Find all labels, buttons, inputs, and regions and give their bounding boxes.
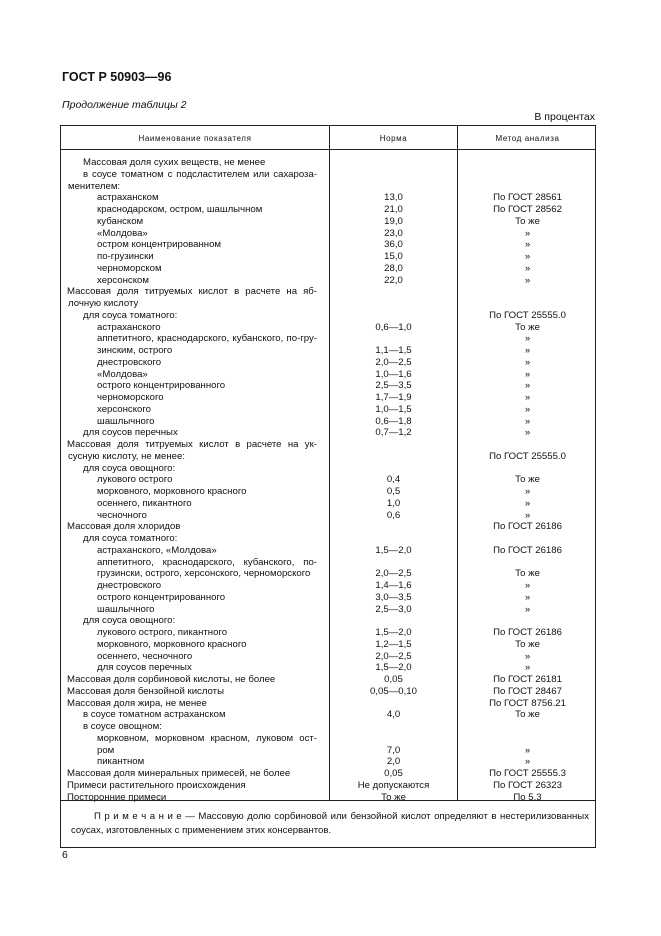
cell-method: По ГОСТ 28562 xyxy=(493,204,562,215)
cell-method: » xyxy=(524,368,531,380)
cell-indicator-text: Массовая доля титруемых кислот в расчете на ук- xyxy=(67,439,317,450)
table-row xyxy=(61,263,597,275)
cell-method: » xyxy=(524,380,531,392)
cell-indicator-text: грузински, острого, херсонского, черноморского xyxy=(97,568,311,580)
cell-indicator-text: Массовая доля титруемых кислот в расчете на яб- xyxy=(67,286,317,298)
cell-indicator-name xyxy=(61,510,327,522)
cell-indicator-name xyxy=(61,592,327,604)
cell-norm: 4,0 xyxy=(386,709,401,721)
cell-method: » xyxy=(524,603,531,615)
table-row xyxy=(61,380,597,392)
note-text-line: П р и м е ч а н и е — Массовую долю сорбиновой или бензойной кислот определяют в нестерилизованных xyxy=(94,811,589,822)
cell-indicator-name xyxy=(61,580,327,592)
cell-indicator-text: Массовая доля сорбиновой кислоты, не более xyxy=(67,674,276,685)
cell-method: » xyxy=(524,345,531,356)
cell-indicator-name xyxy=(61,474,327,486)
cell-norm: 1,0—1,6 xyxy=(375,368,412,380)
cell-indicator-name xyxy=(61,169,327,181)
table-row xyxy=(61,745,597,757)
cell-indicator-name xyxy=(61,181,327,193)
column-header-method: Метод анализа xyxy=(495,134,560,143)
cell-indicator-text: днестровского xyxy=(97,580,162,591)
cell-indicator-name xyxy=(61,345,327,357)
cell-indicator-text: аппетитного, краснодарского, кубанского, по-гру- xyxy=(97,333,317,345)
cell-method: » xyxy=(524,497,531,509)
table-row xyxy=(61,662,597,674)
table-row xyxy=(61,510,597,522)
cell-indicator-text: морковном, морковном красном, луковом ост- xyxy=(97,732,317,744)
cell-indicator-text: Массовая доля жира, не менее xyxy=(67,697,207,709)
cell-indicator-text: херсонского xyxy=(97,403,151,415)
cell-norm: 1,7—1,9 xyxy=(375,392,412,403)
cell-indicator-text: по-грузински xyxy=(97,251,154,262)
cell-indicator-text: острого концентрированного xyxy=(97,591,226,603)
cell-indicator-name xyxy=(61,780,327,792)
cell-indicator-name xyxy=(61,463,327,475)
cell-norm: 2,0—2,5 xyxy=(375,356,412,368)
table-row xyxy=(61,498,597,510)
cell-method: » xyxy=(524,392,531,403)
table-row xyxy=(61,181,597,193)
cell-indicator-text: для соусов перечных xyxy=(97,662,192,674)
cell-norm: 1,1—1,5 xyxy=(375,345,412,356)
cell-indicator-text: «Молдова» xyxy=(97,227,148,239)
cell-indicator-text: для соуса томатного: xyxy=(83,533,178,544)
cell-method: » xyxy=(524,415,531,427)
cell-indicator-text: в соусе овощном: xyxy=(83,721,162,732)
cell-method: » xyxy=(524,509,531,521)
cell-method: По ГОСТ 26186 xyxy=(493,627,562,638)
cell-method: По 5.3 xyxy=(513,791,542,803)
cell-indicator-name xyxy=(61,216,327,228)
cell-norm: 0,4 xyxy=(386,474,401,486)
cell-method: » xyxy=(524,356,531,368)
cell-method: То же xyxy=(515,568,540,580)
cell-method: То же xyxy=(515,321,540,333)
cell-indicator-name xyxy=(61,698,327,710)
cell-norm: 1,5—2,0 xyxy=(375,627,412,638)
table-row xyxy=(61,604,597,616)
cell-indicator-text: Посторонние примеси xyxy=(67,791,167,803)
table-row xyxy=(61,615,597,627)
cell-indicator-name xyxy=(61,263,327,275)
cell-norm: 2,0 xyxy=(386,756,401,768)
table-row xyxy=(61,651,597,663)
cell-norm: 2,5—3,0 xyxy=(375,603,412,615)
cell-norm: 1,4—1,6 xyxy=(375,580,412,591)
cell-indicator-name xyxy=(61,486,327,498)
cell-norm: 23,0 xyxy=(384,227,403,239)
cell-method: » xyxy=(524,650,531,662)
table-row xyxy=(61,239,597,251)
cell-indicator-name xyxy=(61,721,327,733)
cell-method: » xyxy=(524,227,531,239)
table-row xyxy=(61,733,597,745)
table-row xyxy=(61,521,597,533)
table-row xyxy=(61,439,597,451)
table-row xyxy=(61,709,597,721)
table-row xyxy=(61,192,597,204)
cell-indicator-text: острого концентрированного xyxy=(97,380,226,392)
column-header-name: Наименование показателя xyxy=(138,134,252,143)
cell-indicator-text: морковного, морковного красного xyxy=(97,638,247,650)
cell-norm: То же xyxy=(381,791,406,803)
cell-indicator-text: «Молдова» xyxy=(97,368,148,380)
cell-norm: Не допускаются xyxy=(357,779,430,791)
cell-indicator-name xyxy=(61,627,327,639)
cell-method: По ГОСТ 26181 xyxy=(493,674,562,685)
cell-method: По ГОСТ 8756.21 xyxy=(489,697,566,709)
cell-indicator-text: зинским, острого xyxy=(97,345,173,356)
cell-indicator-name xyxy=(61,157,327,169)
cell-norm: 1,2—1,5 xyxy=(375,638,412,650)
table-row xyxy=(61,157,597,169)
note-text-line: соусах, изготовленных с применением этих консервантов. xyxy=(71,825,332,836)
cell-method: » xyxy=(524,274,531,286)
cell-indicator-name xyxy=(61,686,327,698)
cell-indicator-text: менителем: xyxy=(68,180,121,192)
table-row xyxy=(61,568,597,580)
cell-indicator-name xyxy=(61,745,327,757)
cell-indicator-name xyxy=(61,615,327,627)
table-row xyxy=(61,533,597,545)
cell-indicator-name xyxy=(61,380,327,392)
cell-indicator-text: Массовая доля бензойной кислоты xyxy=(67,685,224,697)
cell-indicator-text: осеннего, чесночного xyxy=(97,650,193,662)
cell-method: По ГОСТ 25555.0 xyxy=(489,450,566,462)
table-row xyxy=(61,333,597,345)
data-table xyxy=(60,125,596,848)
cell-indicator-text: осеннего, пикантного xyxy=(97,497,192,509)
cell-norm: 2,0—2,5 xyxy=(375,650,412,662)
cell-method: » xyxy=(524,262,531,274)
table-continuation-caption: Продолжение таблицы 2 xyxy=(62,99,187,111)
table-row xyxy=(61,639,597,651)
cell-norm: 7,0 xyxy=(386,744,401,756)
table-row xyxy=(61,369,597,381)
page-number: 6 xyxy=(62,849,68,861)
table-row xyxy=(61,322,597,334)
cell-indicator-name xyxy=(61,333,327,345)
cell-indicator-name xyxy=(61,275,327,287)
cell-method: » xyxy=(524,591,531,603)
table-row xyxy=(61,169,597,181)
cell-indicator-name xyxy=(61,298,327,310)
cell-indicator-name xyxy=(61,651,327,663)
cell-method: » xyxy=(524,580,531,591)
table-row xyxy=(61,486,597,498)
table-row xyxy=(61,674,597,686)
cell-method: » xyxy=(524,427,531,439)
cell-indicator-text: черноморском xyxy=(97,262,162,274)
table-row xyxy=(61,592,597,604)
cell-indicator-text: астраханского xyxy=(97,321,161,333)
cell-indicator-text: остром концентрированном xyxy=(97,239,222,251)
cell-indicator-name xyxy=(61,792,327,804)
table-row xyxy=(61,686,597,698)
table-row xyxy=(61,204,597,216)
table-note xyxy=(71,810,589,838)
cell-norm: 22,0 xyxy=(384,274,403,286)
cell-norm: 2,0—2,5 xyxy=(375,568,412,580)
table-row xyxy=(61,404,597,416)
cell-norm: 0,6 xyxy=(386,509,401,521)
cell-indicator-name xyxy=(61,416,327,428)
cell-method: То же xyxy=(515,638,540,650)
cell-norm: 0,6—1,0 xyxy=(375,321,412,333)
cell-norm: 0,6—1,8 xyxy=(375,415,412,427)
cell-indicator-name xyxy=(61,498,327,510)
cell-norm: 0,5 xyxy=(386,486,401,497)
cell-norm: 13,0 xyxy=(384,192,403,204)
cell-indicator-name xyxy=(61,533,327,545)
table-body xyxy=(61,157,597,803)
cell-norm: 21,0 xyxy=(384,204,403,215)
cell-indicator-text: лукового острого xyxy=(97,474,173,486)
cell-method: По ГОСТ 26186 xyxy=(493,521,562,533)
cell-indicator-text: краснодарском, остром, шашлычном xyxy=(97,204,263,215)
table-row xyxy=(61,792,597,804)
header-divider xyxy=(61,149,595,150)
cell-indicator-text: Примеси растительного происхождения xyxy=(67,779,246,791)
cell-indicator-name xyxy=(61,662,327,674)
cell-method: По ГОСТ 28561 xyxy=(493,192,562,204)
cell-indicator-text: в соусе томатном с подсластителем или сахароза- xyxy=(83,168,317,180)
cell-indicator-text: Массовая доля хлоридов xyxy=(67,521,181,533)
cell-norm: 0,05—0,10 xyxy=(370,685,417,697)
cell-indicator-name xyxy=(61,733,327,745)
cell-norm: 28,0 xyxy=(384,262,403,274)
table-row xyxy=(61,310,597,322)
cell-indicator-text: днестровского xyxy=(97,356,162,368)
cell-indicator-name xyxy=(61,568,327,580)
table-row xyxy=(61,228,597,240)
cell-indicator-text: для соуса овощного: xyxy=(83,462,176,474)
cell-method: По ГОСТ 25555.0 xyxy=(489,309,566,321)
cell-indicator-name xyxy=(61,768,327,780)
cell-indicator-text: лукового острого, пикантного xyxy=(97,627,228,638)
cell-method: » xyxy=(524,486,531,497)
cell-method: По ГОСТ 26323 xyxy=(493,779,562,791)
table-row xyxy=(61,721,597,733)
cell-indicator-name xyxy=(61,604,327,616)
cell-indicator-text: астраханском xyxy=(97,192,159,204)
cell-method: » xyxy=(524,756,531,768)
table-row xyxy=(61,416,597,428)
cell-indicator-text: шашлычного xyxy=(97,415,155,427)
table-row xyxy=(61,345,597,357)
table-row xyxy=(61,463,597,475)
cell-indicator-name xyxy=(61,709,327,721)
cell-method: То же xyxy=(515,474,540,486)
cell-indicator-name xyxy=(61,557,327,569)
cell-norm: 19,0 xyxy=(384,215,403,227)
column-header-norm: Норма xyxy=(379,134,408,143)
cell-indicator-text: ром xyxy=(97,744,115,756)
table-row xyxy=(61,392,597,404)
cell-indicator-name xyxy=(61,427,327,439)
cell-norm: 1,0—1,5 xyxy=(375,403,412,415)
table-row xyxy=(61,627,597,639)
cell-indicator-text: пикантном xyxy=(97,756,145,768)
units-caption: В процентах xyxy=(534,111,595,123)
cell-indicator-text: черноморского xyxy=(97,392,164,403)
table-row xyxy=(61,357,597,369)
cell-indicator-name xyxy=(61,756,327,768)
cell-indicator-name xyxy=(61,545,327,557)
cell-indicator-name xyxy=(61,357,327,369)
cell-method: По ГОСТ 26186 xyxy=(493,544,562,556)
cell-norm: 1,5—2,0 xyxy=(375,662,412,674)
cell-method: » xyxy=(524,403,531,415)
table-row xyxy=(61,286,597,298)
cell-indicator-name xyxy=(61,674,327,686)
cell-indicator-name xyxy=(61,322,327,334)
table-row xyxy=(61,768,597,780)
table-row xyxy=(61,427,597,439)
cell-indicator-text: для соуса томатного: xyxy=(83,309,178,321)
cell-indicator-name xyxy=(61,369,327,381)
table-row xyxy=(61,298,597,310)
cell-method: По ГОСТ 28467 xyxy=(493,685,562,697)
cell-method: То же xyxy=(515,215,540,227)
cell-indicator-text: морковного, морковного красного xyxy=(97,486,247,497)
cell-norm: 2,5—3,5 xyxy=(375,380,412,392)
cell-indicator-name xyxy=(61,439,327,451)
cell-norm: 1,0 xyxy=(386,497,401,509)
cell-norm: 0,05 xyxy=(384,674,403,685)
cell-norm: 1,5—2,0 xyxy=(375,544,412,556)
cell-indicator-name xyxy=(61,392,327,404)
cell-indicator-name xyxy=(61,521,327,533)
table-row xyxy=(61,698,597,710)
cell-indicator-name xyxy=(61,192,327,204)
cell-method: » xyxy=(524,744,531,756)
table-row xyxy=(61,451,597,463)
cell-indicator-name xyxy=(61,639,327,651)
cell-indicator-text: чесночного xyxy=(97,509,147,521)
cell-norm: 0,7—1,2 xyxy=(375,427,412,439)
table-row xyxy=(61,251,597,263)
table-row xyxy=(61,756,597,768)
cell-indicator-text: кубанском xyxy=(97,215,144,227)
cell-norm: 3,0—3,5 xyxy=(375,591,412,603)
cell-indicator-text: в соусе томатном астраханском xyxy=(83,709,226,721)
cell-indicator-name xyxy=(61,286,327,298)
cell-indicator-name xyxy=(61,228,327,240)
cell-indicator-text: для соуса овощного: xyxy=(83,615,176,627)
doc-code: ГОСТ Р 50903—96 xyxy=(62,70,172,84)
table-row xyxy=(61,275,597,287)
cell-method: То же xyxy=(515,709,540,721)
cell-indicator-name xyxy=(61,310,327,322)
cell-norm: 0,05 xyxy=(384,768,403,779)
cell-indicator-text: херсонском xyxy=(97,274,149,286)
cell-indicator-text: шашлычного xyxy=(97,603,155,615)
table-row xyxy=(61,545,597,557)
cell-indicator-text: лочную кислоту xyxy=(68,298,139,309)
cell-indicator-text: для соусов перечных xyxy=(83,427,178,439)
cell-indicator-name xyxy=(61,251,327,263)
table-row xyxy=(61,580,597,592)
cell-method: » xyxy=(524,239,531,251)
cell-method: » xyxy=(524,333,531,345)
cell-norm: 36,0 xyxy=(384,239,403,251)
cell-method: » xyxy=(524,251,531,262)
table-row xyxy=(61,557,597,569)
table-row xyxy=(61,780,597,792)
table-row xyxy=(61,216,597,228)
cell-indicator-text: аппетитного, краснодарского, кубанского, по- xyxy=(97,556,317,568)
cell-indicator-text: Массовая доля минеральных примесей, не более xyxy=(67,768,291,779)
cell-indicator-name xyxy=(61,204,327,216)
cell-indicator-name xyxy=(61,451,327,463)
cell-indicator-text: Массовая доля сухих веществ, не менее xyxy=(83,157,266,168)
table-row xyxy=(61,474,597,486)
cell-indicator-text: астраханского, «Молдова» xyxy=(97,544,217,556)
cell-norm: 15,0 xyxy=(384,251,403,262)
cell-indicator-name xyxy=(61,239,327,251)
cell-indicator-name xyxy=(61,404,327,416)
cell-method: » xyxy=(524,662,531,674)
cell-indicator-text: сусную кислоту, не менее: xyxy=(68,450,185,462)
cell-method: По ГОСТ 25555.3 xyxy=(489,768,566,779)
